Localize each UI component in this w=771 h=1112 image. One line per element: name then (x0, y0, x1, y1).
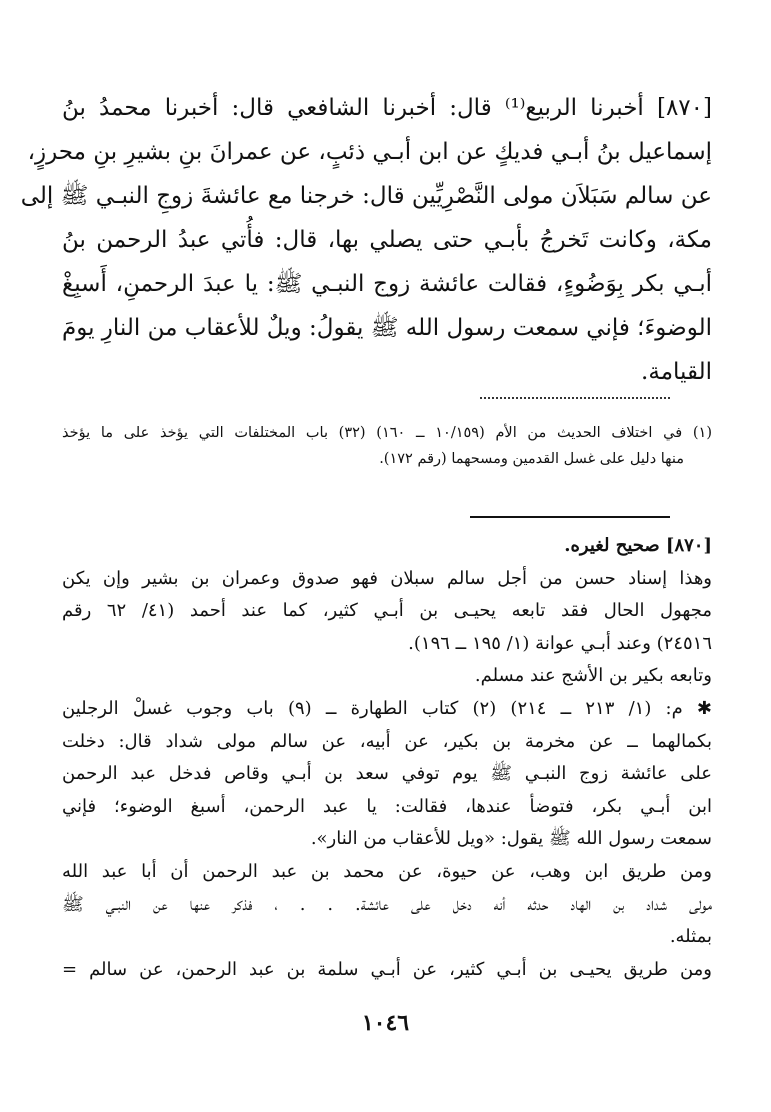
takhrij-line: سمعت رسول الله ﷺ يقول: «ويل للأعقاب من النار». (310, 828, 712, 850)
takhrij-line: وهذا إسناد حسن من أجل سالم سبلان فهو صدوق وعمران بن بشير وإن يكن (62, 567, 712, 589)
page-number: ١٠٤٦ (361, 1010, 410, 1036)
takhrij-line: على عائشة زوج النبـي ﷺ يوم توفي سعد بن أبـي وقاص فدخل عبد الرحمن (62, 763, 712, 785)
takhrij-line: مولى شداد بن الهاد حدثه أنه دخل على عائشة. . . ، فذكر عنها عن النبـي ﷺ (62, 893, 712, 915)
hadith-line: [٨٧٠] أخبرنا الربيع⁽¹⁾ قال: أخبرنا الشافعي قال: أخبرنا محمدُ بنُ (62, 95, 712, 121)
takhrij-section (62, 530, 712, 986)
takhrij-line: بمثله. (669, 926, 712, 948)
takhrij-line: ومن طريق ابن وهب، عن حيوة، عن محمد بن عبد الرحمن أن أبا عبد الله (62, 860, 712, 882)
hadith-line: القيامة. (641, 359, 712, 385)
footnote-line: منها دليل على غسل القدمين ومسحهما (رقم ١٧٢). (379, 451, 684, 467)
takhrij-line: ابن أبـي بكر، فتوضأ عندها، فقالت: يا عبد الرحمن، أسبغ الوضوء؛ فإني (62, 795, 712, 817)
takhrij-line: بكمالهما ــ عن مخرمة بن بكير، عن أبيه، عن سالم مولى شداد قال: دخلت (62, 730, 712, 752)
section-divider (470, 516, 670, 518)
takhrij-heading: [٨٧٠] صحيح لغيره. (564, 535, 712, 556)
takhrij-line: ٢٤٥١٦) وعند أبـي عوانة (١/ ١٩٥ ــ ١٩٦). (408, 632, 712, 654)
footnote-line: (١) في اختلاف الحديث من الأم (١٠/١٥٩ ــ ١٦٠) (٣٢) باب المختلفات التي يؤخذ على ما يؤخذ (62, 425, 712, 441)
footnote-separator (480, 397, 670, 399)
takhrij-line: ✱ م: (١/ ٢١٣ ــ ٢١٤) (٢) كتاب الطهارة ــ (٩) باب وجوب غسلْ الرجلين (62, 697, 712, 719)
hadith-line: الوضوءَ؛ فإني سمعت رسول الله ﷺ يقولُ: ويلٌ للأعقاب من النارِ يومَ (61, 315, 712, 341)
hadith-line: أبـي بكر بِوَضُوءٍ، فقالت عائشة زوج النبـي ﷺ: يا عبدَ الرحمنِ، أَسبِغْ (62, 271, 712, 297)
takhrij-line: وتابعه بكير بن الأشج عند مسلم. (474, 665, 712, 687)
hadith-line: إسماعيل بنُ أبـي فديكٍ عن ابن أبـي ذئبٍ، عن عمرانَ بنِ بشيرِ بنِ محرزٍ، (27, 139, 712, 165)
hadith-line: عن سالم سَبَلاَن مولى النَّصْرِيِّين قال: خرجنا مع عائشةَ زوجِ النبـي ﷺ إلى (20, 183, 712, 209)
footnote (62, 420, 712, 472)
hadith-text (20, 86, 712, 394)
takhrij-line: مجهول الحال فقد تابعه يحيـى بن أبـي كثير، كما عند أحمد (٤١/ ٦٢ رقم (62, 600, 712, 622)
takhrij-line: ومن طريق يحيـى بن أبـي كثير، عن أبـي سلمة بن عبد الرحمن، عن سالم = (62, 958, 712, 980)
hadith-line: مكة، وكانت تَخرجُ بأبـي حتى يصلي بها، قال: فأُتي عبدُ الرحمن بنُ (62, 227, 712, 253)
